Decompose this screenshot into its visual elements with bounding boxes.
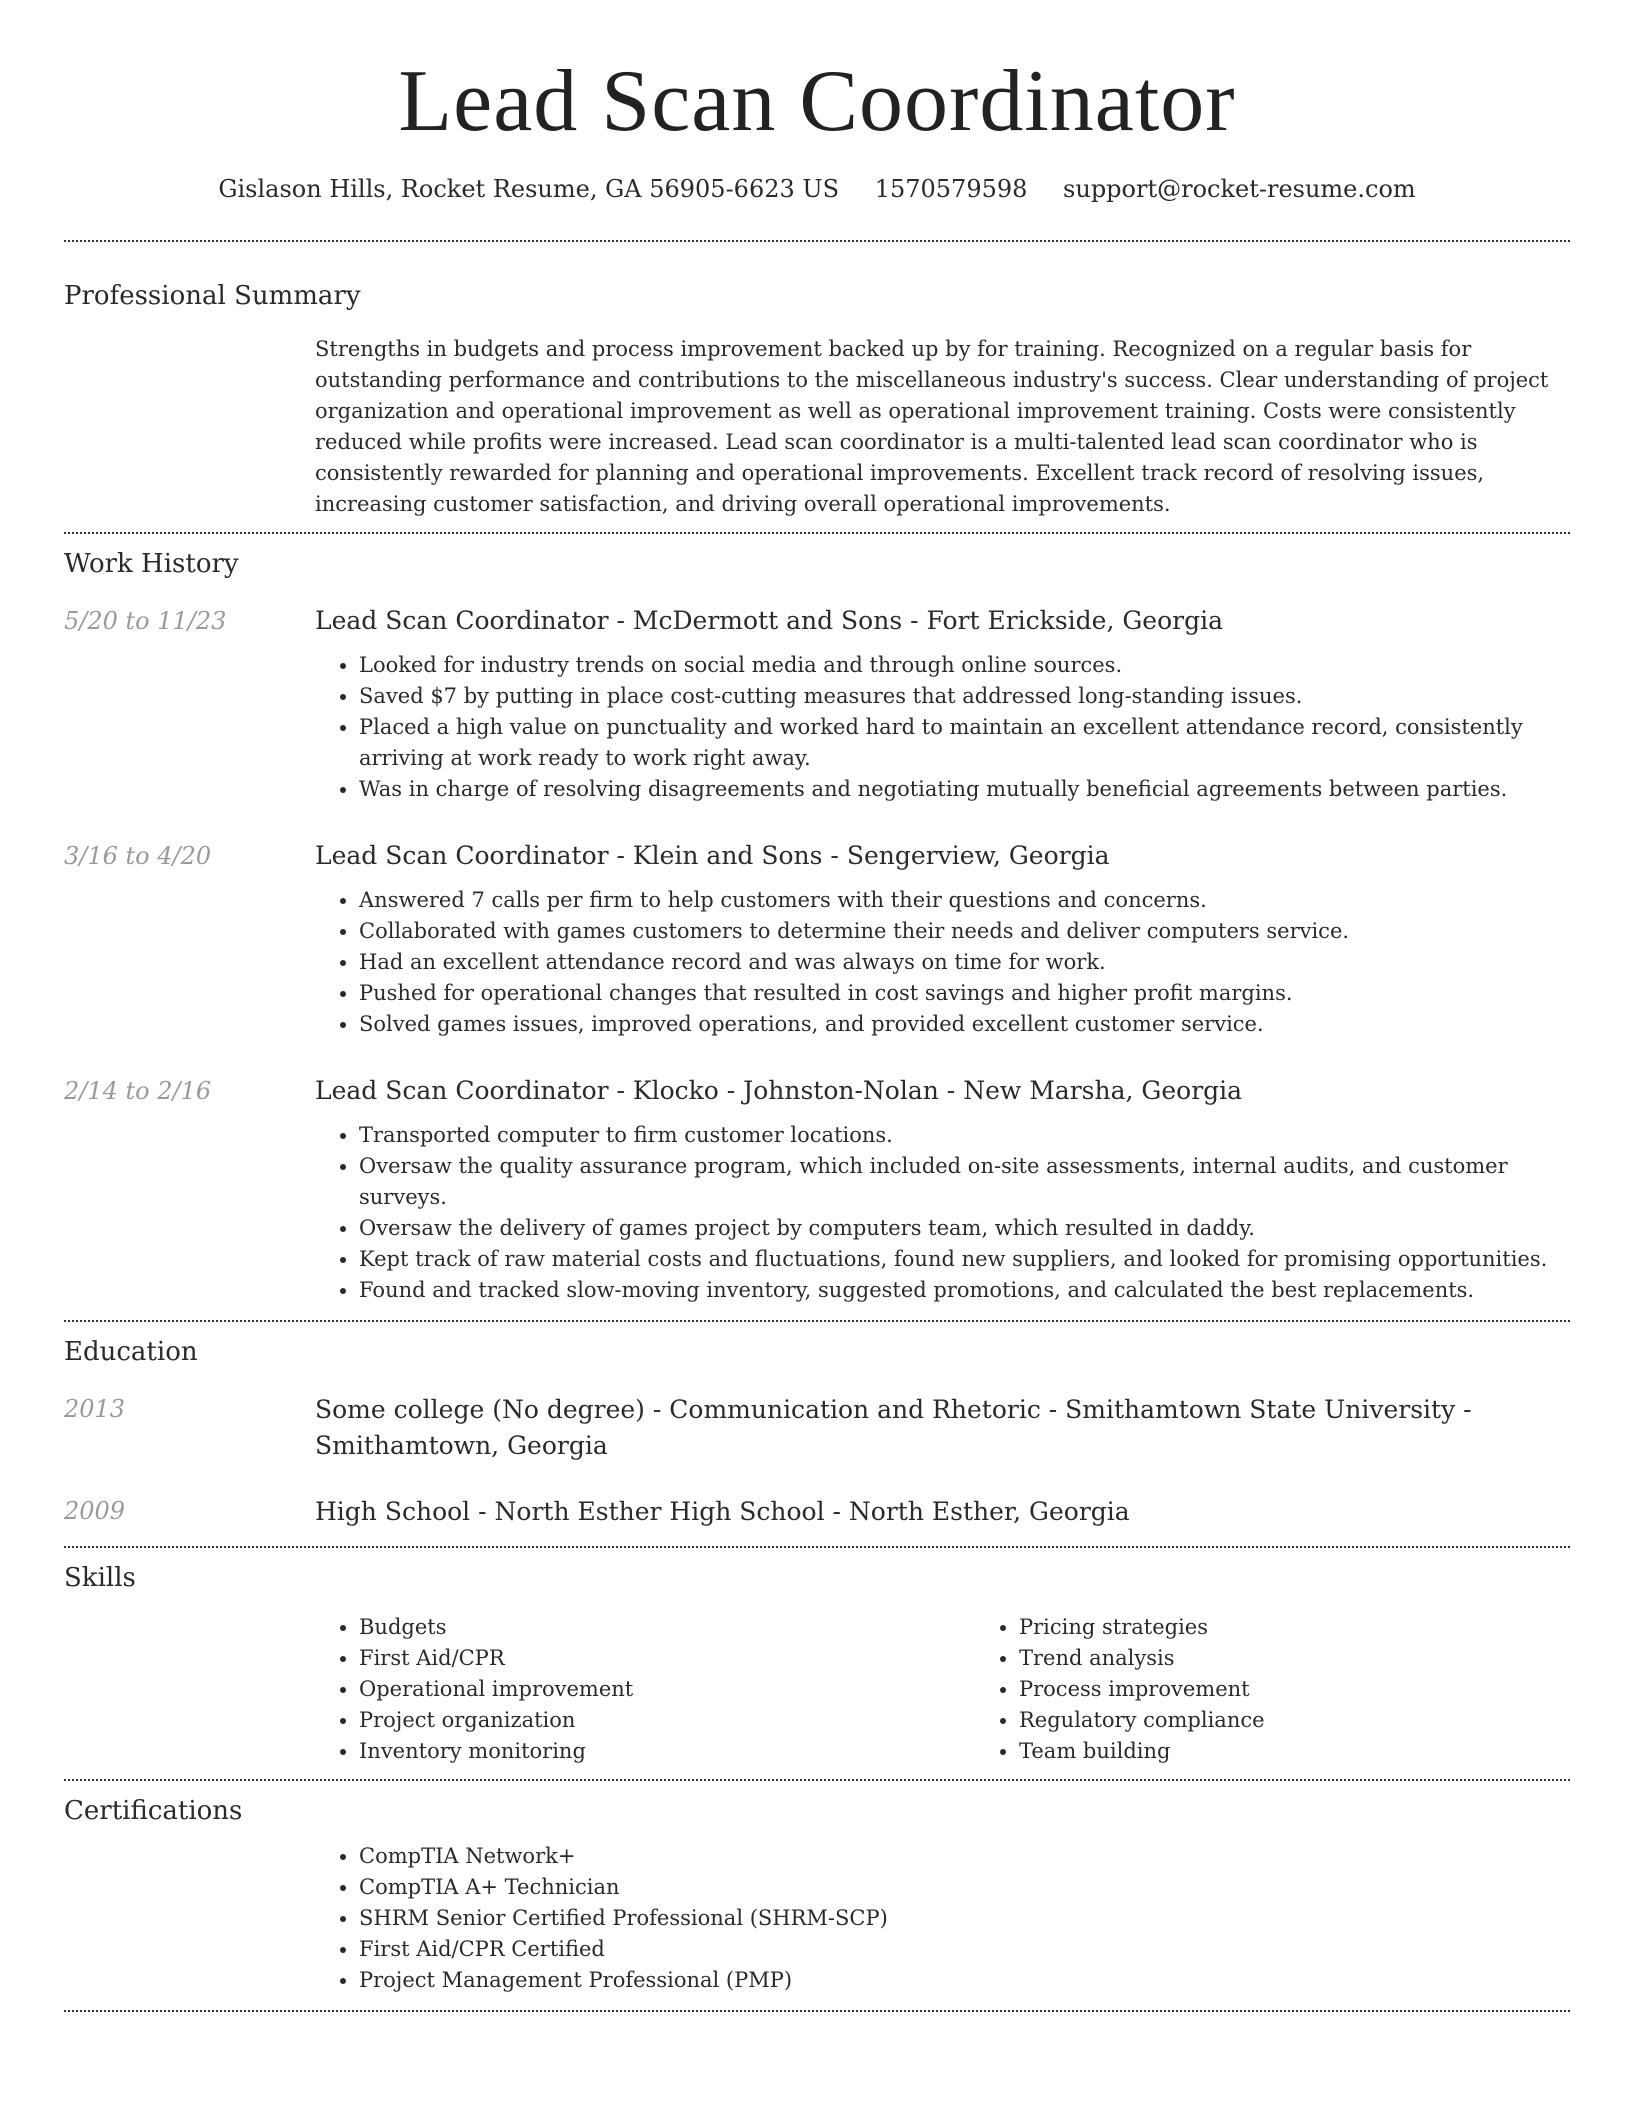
certification-item: • CompTIA Network+	[359, 1841, 1570, 1872]
skill-item: • Team building	[1019, 1736, 1570, 1767]
skills-list-right	[975, 1612, 1570, 1767]
job-entry	[64, 1074, 1570, 1320]
certification-item: • CompTIA A+ Technician	[359, 1872, 1570, 1903]
education-year: 2009	[64, 1497, 126, 1525]
certifications-title: Certifications	[64, 1796, 243, 1826]
summary-title: Professional Summary	[64, 281, 361, 311]
certification-item: • Project Management Professional (PMP)	[359, 1965, 1570, 1996]
job-bullets-row	[64, 638, 1570, 805]
job-bullet: • Solved games issues, improved operations, and provided excellent customer service.	[359, 1009, 1570, 1040]
certification-item: • SHRM Senior Certified Professional (SHRM-SCP)	[359, 1903, 1570, 1934]
job-header-row	[64, 604, 1570, 638]
job-bullet: • Saved $7 by putting in place cost-cutting measures that addressed long-standing issues.	[359, 681, 1570, 712]
work-history-section	[64, 534, 1570, 1320]
job-bullets-row	[64, 1108, 1570, 1320]
skills-section	[64, 1548, 1570, 1779]
job-bullet: • Was in charge of resolving disagreements and negotiating mutually beneficial agreements between parties.	[359, 774, 1570, 805]
job-dates: 3/16 to 4/20	[64, 842, 212, 870]
job-bullet-list	[315, 1120, 1570, 1306]
skills-col	[315, 1596, 1570, 1767]
job-entry	[64, 604, 1570, 805]
contact-phone[interactable]: 1570579598	[874, 175, 1028, 203]
job-bullet: • Transported computer to firm customer locations.	[359, 1120, 1570, 1151]
job-header-row	[64, 839, 1570, 873]
job-bullets-col	[315, 873, 1570, 1040]
job-bullet: • Oversaw the delivery of games project by computers team, which resulted in daddy.	[359, 1213, 1570, 1244]
education-year: 2013	[64, 1395, 126, 1423]
job-heading: Lead Scan Coordinator - Klein and Sons - Sengerview, Georgia	[315, 841, 1110, 870]
job-bullet: • Oversaw the quality assurance program, which included on-site assessments, internal audits, and customer surveys.	[359, 1151, 1570, 1213]
job-dates: 5/20 to 11/23	[64, 607, 227, 635]
job-bullet: • Had an excellent attendance record and was always on time for work.	[359, 947, 1570, 978]
summary-text: Strengths in budgets and process improvement backed up by for training. Recognized on a regular basis for outstanding performance and contributions to the miscellaneous industry's success. Clear understanding of project organization and operational improvement as well as operational improvement training. Costs were consistently reduced while profits were increased. Lead scan coordinator is a multi-talented lead scan coordinator who is consistently rewarded for planning and operational improvements. Excellent track record of resolving issues, increasing customer satisfaction, and driving overall operational improvements.	[315, 337, 1549, 516]
contact-email[interactable]: support@rocket-resume.com	[1063, 175, 1416, 203]
job-bullets-row	[64, 873, 1570, 1040]
skill-item: • Inventory monitoring	[359, 1736, 975, 1767]
job-bullet: • Pushed for operational changes that resulted in cost savings and higher profit margins.	[359, 978, 1570, 1009]
education-section	[64, 1322, 1570, 1546]
education-title: Education	[64, 1337, 198, 1367]
job-bullet-list	[315, 885, 1570, 1040]
job-bullet: • Answered 7 calls per firm to help customers with their questions and concerns.	[359, 885, 1570, 916]
resume-name: Lead Scan Coordinator	[398, 53, 1236, 150]
certifications-section	[64, 1781, 1570, 2010]
job-heading: Lead Scan Coordinator - McDermott and Sons - Fort Erickside, Georgia	[315, 606, 1224, 635]
job-bullet: • Placed a high value on punctuality and worked hard to maintain an excellent attendance record, consistently arriving at work ready to work right away.	[359, 712, 1570, 774]
resume-page	[64, 0, 1570, 2012]
job-bullet-list	[315, 650, 1570, 805]
job-dates: 2/14 to 2/16	[64, 1077, 212, 1105]
job-header-row	[64, 1074, 1570, 1108]
education-detail: High School - North Esther High School - North Esther, Georgia	[315, 1497, 1130, 1526]
job-bullets-col	[315, 638, 1570, 805]
skill-item: • Regulatory compliance	[1019, 1705, 1570, 1736]
job-bullets-col	[315, 1108, 1570, 1320]
education-entry	[64, 1392, 1570, 1464]
work-history-title: Work History	[64, 549, 239, 579]
education-entry	[64, 1494, 1570, 1530]
job-bullet: • Kept track of raw material costs and fluctuations, found new suppliers, and looked for promising opportunities.	[359, 1244, 1570, 1275]
job-heading: Lead Scan Coordinator - Klocko - Johnston-Nolan - New Marsha, Georgia	[315, 1076, 1243, 1105]
skill-item: • Operational improvement	[359, 1674, 975, 1705]
contact-line	[64, 172, 1570, 206]
education-detail: Some college (No degree) - Communication and Rhetoric - Smithamtown State University - Smithamtown, Georgia	[315, 1395, 1472, 1460]
skills-list-left	[315, 1612, 975, 1767]
job-bullet: • Looked for industry trends on social media and through online sources.	[359, 650, 1570, 681]
skill-item: • Budgets	[359, 1612, 975, 1643]
job-bullet: • Found and tracked slow-moving inventory, suggested promotions, and calculated the best replacements.	[359, 1275, 1570, 1306]
certifications-col	[315, 1829, 1570, 1996]
skill-item: • Pricing strategies	[1019, 1612, 1570, 1643]
skill-item: • Process improvement	[1019, 1674, 1570, 1705]
skill-item: • Project organization	[359, 1705, 975, 1736]
summary-row	[64, 334, 1570, 520]
skills-row	[64, 1596, 1570, 1767]
certifications-row	[64, 1829, 1570, 1996]
skills-title: Skills	[64, 1563, 136, 1593]
skill-item: • First Aid/CPR	[359, 1643, 975, 1674]
summary-section	[64, 242, 1570, 532]
skills-columns	[315, 1612, 1570, 1767]
section-divider	[64, 2010, 1570, 2012]
skill-item: • Trend analysis	[1019, 1643, 1570, 1674]
certifications-list	[315, 1841, 1570, 1996]
job-bullet: • Collaborated with games customers to determine their needs and deliver computers service.	[359, 916, 1570, 947]
contact-address: Gislason Hills, Rocket Resume, GA 56905-6623 US	[218, 175, 840, 203]
job-entry	[64, 839, 1570, 1040]
certification-item: • First Aid/CPR Certified	[359, 1934, 1570, 1965]
